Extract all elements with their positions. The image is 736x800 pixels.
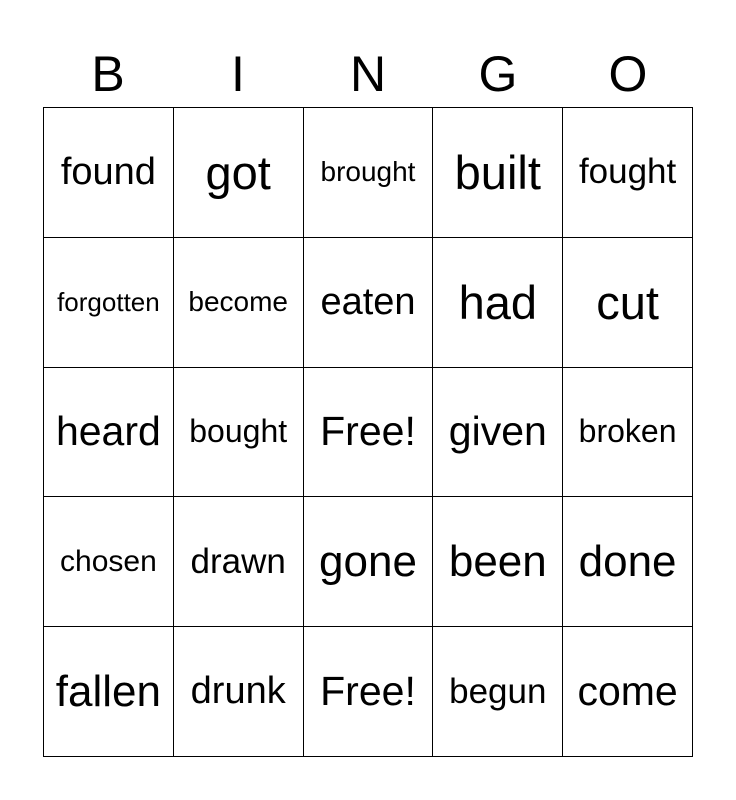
free-space-cell[interactable]: Free! — [304, 368, 434, 498]
bingo-cell[interactable]: forgotten — [44, 238, 174, 368]
bingo-cell[interactable]: found — [44, 108, 174, 238]
header-letter-o: O — [608, 46, 648, 102]
bingo-cell[interactable]: built — [433, 108, 563, 238]
bingo-cell[interactable]: brought — [304, 108, 434, 238]
bingo-cell[interactable]: been — [433, 497, 563, 627]
bingo-cell[interactable]: eaten — [304, 238, 434, 368]
header-letter-n: N — [349, 46, 387, 102]
bingo-cell[interactable]: heard — [44, 368, 174, 498]
bingo-cell[interactable]: drunk — [174, 627, 304, 757]
bingo-board — [43, 107, 693, 757]
bingo-cell[interactable]: cut — [563, 238, 693, 368]
bingo-cell[interactable]: done — [563, 497, 693, 627]
bingo-cell[interactable]: broken — [563, 368, 693, 498]
free-space-cell[interactable]: Free! — [304, 627, 434, 757]
bingo-cell[interactable]: chosen — [44, 497, 174, 627]
header-letter-g: G — [478, 46, 518, 102]
bingo-cell[interactable]: given — [433, 368, 563, 498]
header-letter-i: I — [231, 46, 245, 102]
bingo-cell[interactable]: had — [433, 238, 563, 368]
bingo-cell[interactable]: got — [174, 108, 304, 238]
bingo-header — [43, 42, 693, 106]
bingo-cell[interactable]: come — [563, 627, 693, 757]
bingo-cell[interactable]: fought — [563, 108, 693, 238]
bingo-cell[interactable]: become — [174, 238, 304, 368]
bingo-cell[interactable]: drawn — [174, 497, 304, 627]
bingo-cell[interactable]: bought — [174, 368, 304, 498]
bingo-cell[interactable]: gone — [304, 497, 434, 627]
bingo-cell[interactable]: begun — [433, 627, 563, 757]
bingo-cell[interactable]: fallen — [44, 627, 174, 757]
header-letter-b: B — [91, 46, 125, 102]
